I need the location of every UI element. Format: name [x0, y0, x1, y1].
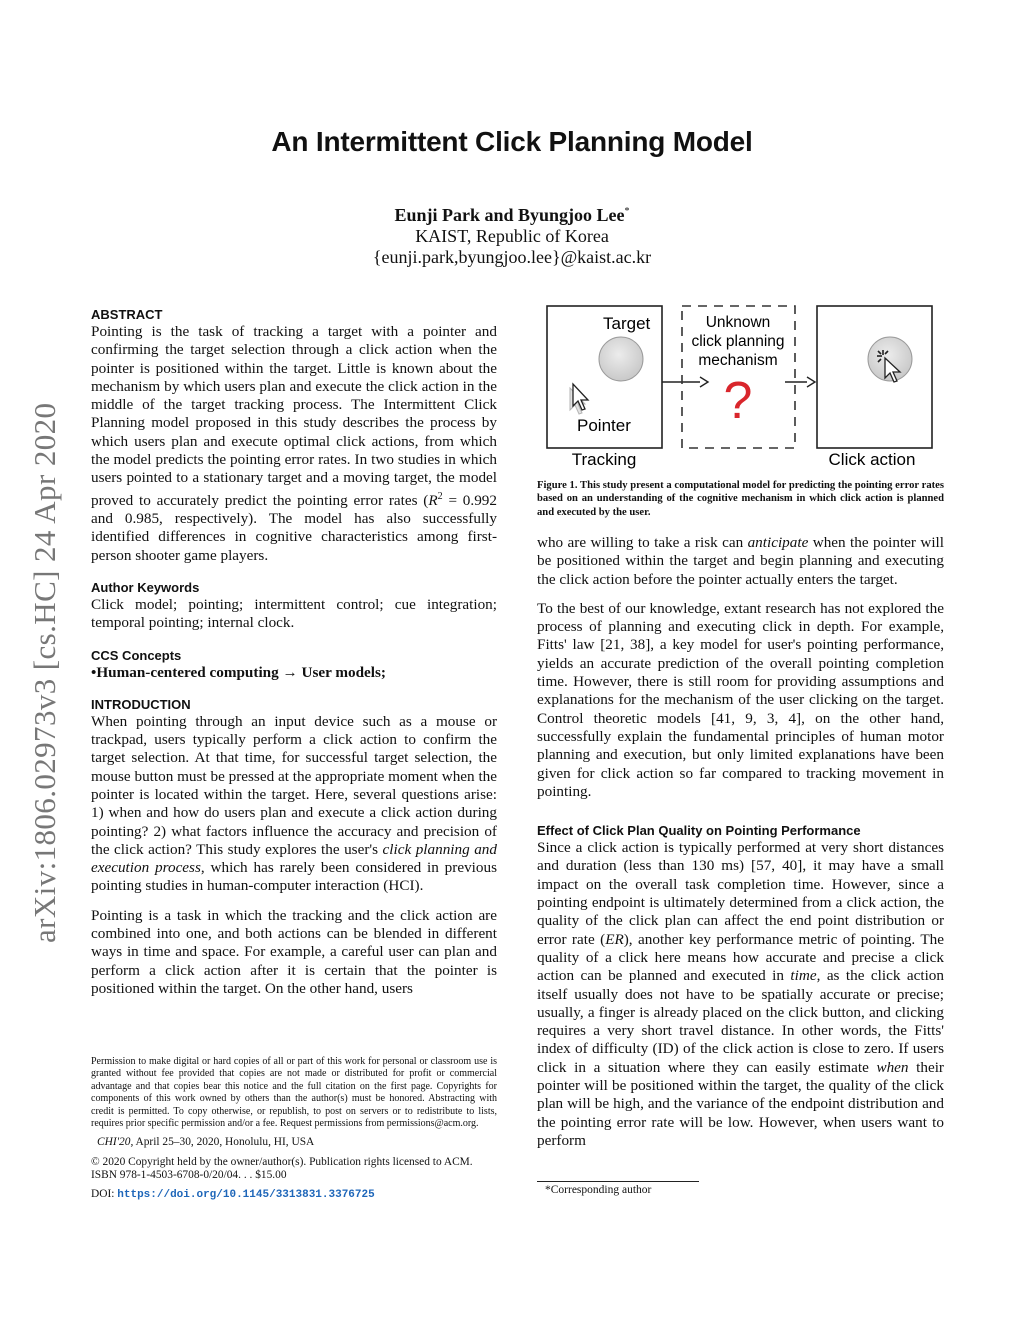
intro-paragraph-1: When pointing through an input device such as a mouse or trackpad, users typically perform a click action to confirm the target selection. At that time, for successful target selection, the mouse button must be pressed at the appropriate moment when the pointer is located within the target. Here, several questions arise: 1) when and how do users plan and execute a click action during pointing? 2) what factors influence the accuracy and precision of the click action? This study explores the user's click planning and execution process, which has rarely been considered in previous pointing studies in human-computer interaction (HCI).: [91, 712, 497, 895]
paper-title: An Intermittent Click Planning Model: [271, 126, 753, 157]
unknown-label-1: Unknown: [705, 314, 771, 331]
right-paragraph-2: To the best of our knowledge, extant research has not explored the process of planning and executing click in depth. For example, Fitts' law [21, 38], a key model for user's pointing performance, yields an accurate prediction of the overall pointing completion time. However, there is still room for providing assumptions and explanations for the mechanism of the user clicking on the target. Control theoretic models [41, 9, 3, 4], on the other hand, successfully explain the fundamental principles of human motor planning and execution, but only limited explanations have been given for click action so far compared to tracking movement in pointing.: [537, 599, 944, 800]
figure-1-diagram: [537, 298, 944, 470]
section-heading-click-plan: Effect of Click Plan Quality on Pointing Performance: [537, 823, 861, 839]
ccs-text: •Human-centered computing → User models;: [91, 663, 386, 681]
corresponding-marker: *: [624, 206, 630, 217]
unknown-label-3: mechanism: [698, 352, 778, 369]
introduction-heading: INTRODUCTION: [91, 696, 191, 712]
author-block: [0, 201, 1024, 268]
permission-text: Permission to make digital or hard copies of all or part of this work for personal or classroom use is granted without fee provided that copies are not made or distributed for profit or commercial advantage and that copies bear this notice and the full citation on the first page. Copyrights for components of this work owned by others than the author(s) must be honored. Abstracting with credit is permitted. To copy otherwise, or republish, to post on servers or to redistribute to lists, requires prior specific permission and/or a fee. Request permissions from permissions@acm.org.: [91, 1056, 497, 1130]
click-action-label: Click action: [828, 450, 916, 469]
footnote: *Corresponding author: [545, 1184, 652, 1196]
affiliation: KAIST, Republic of Korea: [415, 226, 609, 246]
doi-line: DOI: https://doi.org/10.1145/3313831.3376725: [91, 1187, 375, 1201]
arxiv-identifier: arXiv:1806.02973v3 [cs.HC] 24 Apr 2020: [27, 402, 62, 943]
right-paragraph-1: who are willing to take a risk can anticipate when the pointer will be positioned within the target and begin planning and executing the click action before the pointer actually enters the target.: [537, 534, 944, 588]
target-circle: [599, 337, 643, 381]
keywords-text: Click model; pointing; intermittent control; cue integration; temporal pointing; internal clock.: [91, 595, 497, 632]
question-mark: ?: [723, 372, 753, 430]
figure-1-caption: Figure 1. This study present a computational model for predicting the pointing error rates based on an understanding of the cognitive mechanism in which click action is planned and executed by the user.: [537, 480, 944, 518]
unknown-label-2: click planning: [691, 333, 785, 350]
left-column: [91, 307, 497, 998]
copyright-line: © 2020 Copyright held by the owner/author(s). Publication rights licensed to ACM.: [91, 1155, 473, 1168]
ccs-heading: CCS Concepts: [91, 647, 182, 663]
permission-block: [91, 1056, 497, 1202]
tracking-label: Tracking: [571, 450, 637, 469]
click-action-box: [817, 306, 932, 448]
author-names: Eunji Park and Byungjoo Lee: [394, 205, 625, 225]
conference-line: CHI'20, April 25–30, 2020, Honolulu, HI, USA: [97, 1136, 315, 1149]
right-column: [537, 534, 944, 1150]
abstract-heading: ABSTRACT: [91, 307, 163, 322]
doi-link[interactable]: https://doi.org/10.1145/3313831.3376725: [117, 1188, 375, 1201]
target-label: Target: [603, 314, 651, 333]
abstract-text: Pointing is the task of tracking a target with a pointer and confirming the target selection through a click action when the pointer is positioned within the target. Little is known about the mechanism by which users plan and execute the click action in the middle of the target tracking process. The Intermittent Click Planning model proposed in this study describes the process by which users plan and execute optimal click actions, from which the model predicts the pointing error rates. In two studies in which users pointed to a stationary target and a moving target, the model proved to accurately predict the pointing error rates ($R^2 = 0.992$ and 0.985, respectively). The model has also successfully identified differences in cognitive characteristics among first-person shooter game players.: [91, 323, 497, 564]
footnote-rule: [537, 1181, 699, 1182]
intro-paragraph-2: Pointing is a task in which the tracking and the click action are combined into one, and both actions can be blended in different ways in time and space. For example, a careful user can plan and perform a click action after it is certain that the pointer is positioned within the target. On the other hand, users: [91, 906, 497, 997]
pointer-label: Pointer: [577, 416, 631, 435]
keywords-heading: Author Keywords: [91, 579, 200, 595]
isbn-line: ISBN 978-1-4503-6708-0/20/04. . . $15.00: [91, 1169, 287, 1182]
right-paragraph-3: Since a click action is typically performed at very short distances and duration (less than 130 ms) [57, 40], it may have a small impact on the overall task completion time. However, since a pointing endpoint is ultimately determined from a click action, the quality of the click plan can affect the end point distribution or error rate (ER), another key performance metric of pointing. The quality of a click here means how accurate and precise a click action can be planned and executed in time, as the click action itself usually does not have to be spatially accurate or precise; usually, a finger is already placed on the click button, and clicking requires a very short travel distance. In other words, the Fitts' index of difficulty (ID) of the click action is close to zero. If users click in a situation where they can easily estimate when their pointer will be positioned within the target, the quality of the click plan will be high, and the variance of the endpoint distribution and the pointing error rate will be low. However, when users want to perform: [537, 839, 944, 1149]
author-email: {eunji.park,byungjoo.lee}@kaist.ac.kr: [372, 247, 652, 267]
